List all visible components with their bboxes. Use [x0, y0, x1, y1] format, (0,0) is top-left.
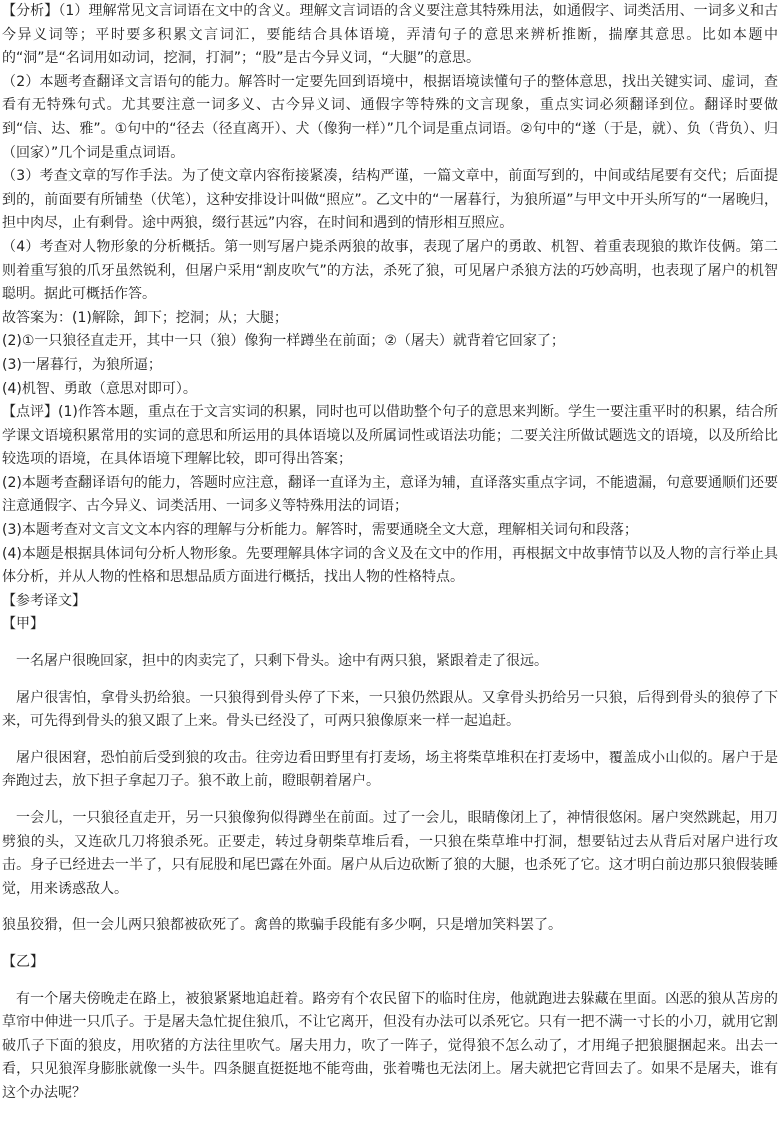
- spacer: [2, 794, 778, 807]
- comment-paragraph-2: (2)本题考查翻译语句的能力，答题时应注意，翻译一直译为主，意译为辅，直译落实重点字词，不能遗漏，句意要通顺们还要注意通假字、古今异义、词类活用、一词多义等特殊用法的词语；: [2, 474, 778, 515]
- comment-paragraph-4: (4)本题是根据具体词句分析人物形象。先要理解具体字词的含义及在文中的作用，再根据文中故事情节以及人物的言行举止具体分析，并从人物的性格和思想品质方面进行概括，找出人物的性格特点。: [2, 545, 778, 586]
- spacer: [2, 975, 778, 988]
- analysis-paragraph-2: （2）本题考查翻译文言语句的能力。解答时一定要先回到语境中，根据语境读懂句子的整体意思，找出关键实词、虚词，查看有无特殊句式。尤其要注意一词多义、古今异义词、通假字等特殊的文言现象，重点实词必须翻译到位。翻译时要做到“信、达、雅”。①句中的“径去（径直离开）、犬（像狗一样）”几个词是重点词语。②句中的“遂（于是，就）、负（背负）、归（回家）”几个词是重点词语。: [2, 73, 778, 161]
- spacer: [2, 734, 778, 747]
- analysis-header: 【分析】: [2, 3, 59, 19]
- analysis-text-1: （1）理解常见文言词语在文中的含义。理解文言词语的含义要注意其特殊用法，如通假字、词类活用、一词多义和古今异义词等；平时要多积累文言词汇，要能结合具体语境，弄清句子的意思来辨析推断，揣摩其意思。比如本题中的“洞”是“名词用如动词，挖洞，打洞”；“股”是古今异义词，“大腿”的意思。: [2, 3, 779, 67]
- analysis-paragraph-1: [2, 0, 778, 71]
- comment-paragraph-3: (3)本题考查对文言文文本内容的理解与分析能力。解答时，需要通晓全文大意，理解相关词句和段落；: [2, 522, 638, 539]
- answer-intro: 故答案为：(1)解除，卸下；挖洞；从；大腿；: [2, 309, 288, 326]
- answer-3: (3)一屠暮行，为狼所逼；: [2, 356, 162, 373]
- translation-yi-paragraph: 有一个屠夫傍晚走在路上，被狼紧紧地追赶着。路旁有个农民留下的临时住房，他就跑进去躲藏在里面。凶恶的狼从苫房的草帘中伸进一只爪子。于是屠夫急忙捉住狼爪，不让它离开，但没有办法可以杀死它。只有一把不满一寸长的小刀，就用它割破爪子下面的狼皮，用吹猪的方法往里吹气。屠夫用力，吹了一阵子，觉得狼不怎么动了，才用绳子把狼腿捆起来。出去一看，只见狼浑身膨胀就像一头牛。四条腿直挺挺地不能弯曲，张着嘴也无法闭上。屠夫就把它背回去了。如果不是屠夫，谁有这个办法呢？: [2, 990, 778, 1101]
- translation-jia-paragraph-3: 屠户很困窘，恐怕前后受到狼的攻击。往旁边看田野里有打麦场，场主将柴草堆积在打麦场中，覆盖成小山似的。屠户于是奔跑过去，放下担子拿起刀子。狼不敢上前，瞪眼朝着屠户。: [2, 749, 778, 790]
- spacer: [2, 938, 778, 951]
- spacer: [2, 674, 778, 687]
- translation-jia-paragraph-1: 一名屠户很晚回家，担中的肉卖完了，只剩下骨头。途中有两只狼，紧跟着走了很远。: [16, 653, 548, 670]
- translation-jia-paragraph-2: 屠户很害怕，拿骨头扔给狼。一只狼得到骨头停了下来，一只狼仍然跟从。又拿骨头扔给另一只狼，后得到骨头的狼停了下来，可先得到骨头的狼又跟了上来。骨头已经没了，可两只狼像原来一样一起追赶。: [2, 689, 778, 730]
- comment-paragraph-1: 【点评】(1)作答本题，重点在于文言实词的积累，同时也可以借助整个句子的意思来判断。学生一要注重平时的积累，结合所学课文语境积累常用的实词的意思和所运用的具体语境以及所属词性或语法功能；二要关注所做试题选文的语境，以及所给比较选项的语境，在具体语境下理解比较，即可得出答案；: [2, 404, 778, 468]
- translation-jia-label: 【甲】: [2, 616, 44, 633]
- translation-jia-ending: 狼虽狡猾，但一会儿两只狼都被砍死了。禽兽的欺骗手段能有多少啊，只是增加笑料罢了。: [2, 917, 562, 934]
- analysis-paragraph-4: （4）考查对人物形象的分析概括。第一则写屠户毙杀两狼的故事，表现了屠户的勇敢、机智、着重表现狼的欺诈伎俩。第二则着重写狼的爪牙虽然锐利，但屠户采用“割皮吹气”的方法，杀死了狼，可见屠户杀狼方法的巧妙高明，也表现了屠户的机智聪明。据此可概括作答。: [2, 238, 778, 303]
- translation-yi-label: 【乙】: [2, 953, 44, 970]
- translation-jia-paragraph-4: 一会儿，一只狼径直走开，另一只狼像狗似得蹲坐在前面。过了一会儿，眼睛像闭上了，神情很悠闲。屠户突然跳起，用刀劈狼的头，又连砍几刀将狼杀死。正要走，转过身朝柴草堆后看，一只狼在柴草堆中打洞，想要钻过去从背后对屠户进行攻击。身子已经进去一半了，只有屁股和尾巴露在外面。屠户从后边砍断了狼的大腿，也杀死了它。这才明白前边那只狼假装睡觉，用来诱惑敌人。: [2, 810, 778, 897]
- spacer: [2, 901, 778, 914]
- answer-4: (4)机智、勇敢（意思对即可）。: [2, 380, 197, 397]
- analysis-paragraph-3: （3）考查文章的写作手法。为了使文章内容衔接紧凑，结构严谨，一篇文章中，前面写到的，中间或结尾要有交代；后面提到的，前面要有所铺垫（伏笔），这种安排设计叫做“照应”。乙文中的“一屠暮行，为狼所逼”与甲文中开头所写的“一屠晚归，担中肉尽，止有剩骨。途中两狼，缀行甚远”内容，在时间和遇到的情形相互照应。: [2, 168, 778, 232]
- answer-2: (2)①一只狼径直走开，其中一只（狼）像狗一样蹲坐在前面；②（屠夫）就背着它回家了；: [2, 333, 565, 350]
- translation-header: 【参考译文】: [2, 592, 86, 609]
- spacer: [2, 637, 778, 650]
